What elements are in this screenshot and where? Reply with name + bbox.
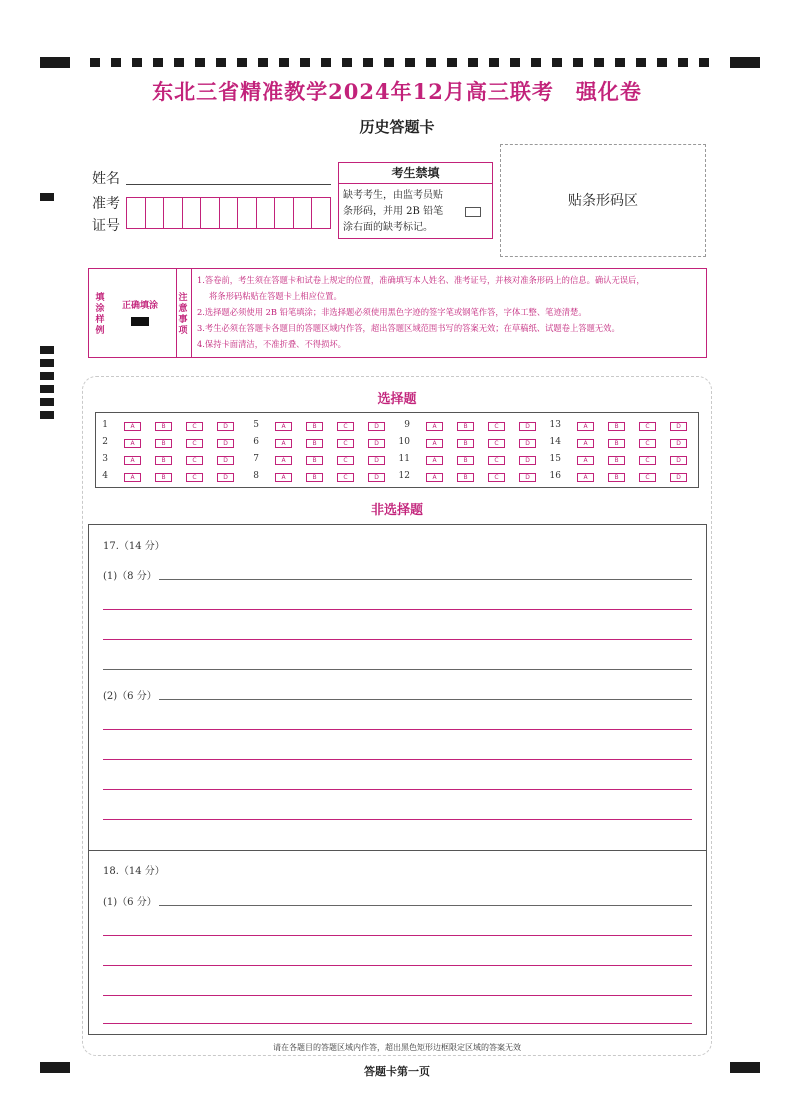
choice-bubble-15-A[interactable]: A [577, 456, 594, 465]
choice-bubble-1-D[interactable]: D [217, 422, 234, 431]
choice-bubble-13-A[interactable]: A [577, 422, 594, 431]
notice-label-cell [176, 269, 192, 357]
choice-bubble-2-A[interactable]: A [124, 439, 141, 448]
id-label-1: 准考 [92, 196, 120, 212]
choice-bubble-10-B[interactable]: B [457, 439, 474, 448]
choice-bubble-16-C[interactable]: C [639, 473, 656, 482]
choice-bubble-7-D[interactable]: D [368, 456, 385, 465]
footer-note: 请在各题目的答题区域内作答，超出黑色矩形边框限定区域的答案无效 [273, 1043, 521, 1052]
id-label-2: 证号 [92, 218, 120, 234]
choice-bubble-6-A[interactable]: A [275, 439, 292, 448]
nonchoice-section-title: 非选择题 [370, 503, 423, 518]
choice-bubble-14-B[interactable]: B [608, 439, 625, 448]
choice-bubble-8-D[interactable]: D [368, 473, 385, 482]
choice-bubble-1-C[interactable]: C [186, 422, 203, 431]
notice-label: 注意事项 [178, 293, 188, 336]
question-number: 14 [549, 437, 561, 447]
notice-box [88, 268, 707, 358]
notice-list [197, 272, 702, 352]
barcode-area: 贴条形码区 [500, 144, 706, 257]
fill-example-correct: 正确填涂 [121, 301, 158, 311]
choice-bubble-6-B[interactable]: B [306, 439, 323, 448]
choice-bubble-4-D[interactable]: D [217, 473, 234, 482]
question-18-title: 18.（14 分） [103, 866, 165, 877]
choice-bubble-9-B[interactable]: B [457, 422, 474, 431]
exam-staff-title: 考生禁填 [339, 163, 492, 184]
question-number: 16 [549, 471, 561, 481]
timing-marks-top [90, 58, 710, 67]
question-number: 13 [549, 420, 561, 430]
choice-bubble-6-D[interactable]: D [368, 439, 385, 448]
side-timing-marks [40, 346, 54, 426]
notice-item-1: 1.答卷前，考生须在答题卡和试卷上规定的位置，准确填写本人姓名、准考证号，并核对准条形码上的信息。确认无误后， [197, 275, 645, 285]
choice-bubble-3-C[interactable]: C [186, 456, 203, 465]
notice-item-2: 2.选择题必须使用 2B 铅笔填涂；非选择题必须使用黑色字迹的签字笔或钢笔作答，字体工整、笔迹清楚。 [197, 307, 587, 317]
choice-bubble-10-D[interactable]: D [519, 439, 536, 448]
choice-bubble-7-B[interactable]: B [306, 456, 323, 465]
question-17-part-1: (1)（8 分） [103, 571, 157, 582]
question-number: 10 [398, 437, 410, 447]
choice-bubble-12-A[interactable]: A [426, 473, 443, 482]
answer-line[interactable] [103, 729, 692, 730]
choice-bubble-13-C[interactable]: C [639, 422, 656, 431]
choice-bubble-6-C[interactable]: C [337, 439, 354, 448]
fill-example [89, 269, 177, 357]
choice-bubble-3-B[interactable]: B [155, 456, 172, 465]
choice-grid [95, 412, 699, 488]
choice-bubble-5-A[interactable]: A [275, 422, 292, 431]
choice-bubble-4-C[interactable]: C [186, 473, 203, 482]
page-subtitle: 历史答题卡 [359, 118, 435, 136]
filled-sample [131, 317, 149, 326]
choice-bubble-14-D[interactable]: D [670, 439, 687, 448]
answer-line[interactable] [103, 639, 692, 640]
fill-example-label: 填涂样例 [95, 293, 105, 336]
question-17-title: 17.（14 分） [103, 541, 165, 552]
question-18-part-1: (1)（6 分） [103, 897, 157, 908]
choice-bubble-4-A[interactable]: A [124, 473, 141, 482]
question-number: 1 [102, 420, 108, 430]
choice-bubble-7-C[interactable]: C [337, 456, 354, 465]
choice-bubble-3-A[interactable]: A [124, 456, 141, 465]
choice-bubble-5-B[interactable]: B [306, 422, 323, 431]
answer-line[interactable] [103, 995, 692, 996]
choice-bubble-12-D[interactable]: D [519, 473, 536, 482]
choice-bubble-8-A[interactable]: A [275, 473, 292, 482]
answer-line[interactable] [103, 759, 692, 760]
choice-bubble-15-C[interactable]: C [639, 456, 656, 465]
choice-bubble-2-D[interactable]: D [217, 439, 234, 448]
question-17-box [88, 524, 707, 851]
answer-line[interactable] [103, 935, 692, 936]
question-number: 4 [102, 471, 108, 481]
choice-bubble-16-B[interactable]: B [608, 473, 625, 482]
choice-bubble-11-A[interactable]: A [426, 456, 443, 465]
question-number: 11 [398, 454, 410, 464]
exam-staff-text: 缺考考生，由监考员贴 条形码，并用 2B 铅笔 涂右面的缺考标记。 [343, 190, 444, 233]
notice-item-1b: 将条形码粘贴在答题卡上相应位置。 [209, 291, 342, 301]
choice-bubble-7-A[interactable]: A [275, 456, 292, 465]
answer-line[interactable] [103, 609, 692, 610]
choice-bubble-5-D[interactable]: D [368, 422, 385, 431]
answer-line[interactable] [159, 905, 692, 906]
choice-bubble-1-B[interactable]: B [155, 422, 172, 431]
answer-line[interactable] [103, 789, 692, 790]
choice-bubble-12-C[interactable]: C [488, 473, 505, 482]
choice-bubble-13-D[interactable]: D [670, 422, 687, 431]
choice-bubble-8-C[interactable]: C [337, 473, 354, 482]
exam-staff-box [338, 162, 493, 239]
corner-mark-top-left [40, 57, 70, 68]
question-number: 9 [404, 420, 410, 430]
absent-mark-box[interactable] [465, 207, 481, 217]
question-number: 2 [102, 437, 108, 447]
notice-item-4: 4.保持卡面清洁，不准折叠、不得损坏。 [197, 339, 346, 349]
answer-line[interactable] [159, 579, 692, 580]
choice-bubble-13-B[interactable]: B [608, 422, 625, 431]
name-label: 姓名 [92, 171, 120, 187]
notice-item-3: 3.考生必须在答题卡各题目的答题区域内作答，超出答题区域范围书写的答案无效；在草稿纸、试题卷上答题无效。 [197, 323, 620, 333]
choice-bubble-8-B[interactable]: B [306, 473, 323, 482]
choice-bubble-9-A[interactable]: A [426, 422, 443, 431]
question-number: 3 [102, 454, 108, 464]
choice-bubble-16-A[interactable]: A [577, 473, 594, 482]
answer-line[interactable] [103, 669, 692, 670]
choice-bubble-4-B[interactable]: B [155, 473, 172, 482]
choice-section-title: 选择题 [377, 392, 417, 407]
question-number: 7 [253, 454, 259, 464]
answer-line[interactable] [103, 965, 692, 966]
choice-bubble-9-C[interactable]: C [488, 422, 505, 431]
page-title: 东北三省精准教学2024年12月高三联考 强化卷 [152, 79, 642, 104]
choice-bubble-15-B[interactable]: B [608, 456, 625, 465]
choice-bubble-10-C[interactable]: C [488, 439, 505, 448]
question-number: 6 [253, 437, 259, 447]
corner-mark-top-right [730, 57, 760, 68]
choice-bubble-9-D[interactable]: D [519, 422, 536, 431]
question-number: 5 [253, 420, 259, 430]
question-17-part-2: (2)（6 分） [103, 691, 157, 702]
exam-id-grid[interactable] [126, 197, 331, 229]
answer-line[interactable] [103, 1023, 692, 1024]
choice-bubble-2-B[interactable]: B [155, 439, 172, 448]
side-mark [40, 193, 54, 201]
name-field[interactable] [126, 184, 331, 185]
answer-line[interactable] [103, 819, 692, 820]
choice-bubble-3-D[interactable]: D [217, 456, 234, 465]
choice-bubble-15-D[interactable]: D [670, 456, 687, 465]
choice-bubble-14-A[interactable]: A [577, 439, 594, 448]
choice-bubble-14-C[interactable]: C [639, 439, 656, 448]
choice-bubble-11-D[interactable]: D [519, 456, 536, 465]
answer-line[interactable] [159, 699, 692, 700]
question-number: 12 [398, 471, 410, 481]
choice-bubble-10-A[interactable]: A [426, 439, 443, 448]
choice-bubble-11-C[interactable]: C [488, 456, 505, 465]
question-18-box [88, 850, 707, 1035]
footer-page: 答题卡第一页 [364, 1065, 430, 1078]
choice-bubble-5-C[interactable]: C [337, 422, 354, 431]
choice-bubble-1-A[interactable]: A [124, 422, 141, 431]
choice-bubble-2-C[interactable]: C [186, 439, 203, 448]
question-number: 15 [549, 454, 561, 464]
question-number: 8 [253, 471, 259, 481]
choice-bubble-16-D[interactable]: D [670, 473, 687, 482]
choice-bubble-11-B[interactable]: B [457, 456, 474, 465]
choice-bubble-12-B[interactable]: B [457, 473, 474, 482]
